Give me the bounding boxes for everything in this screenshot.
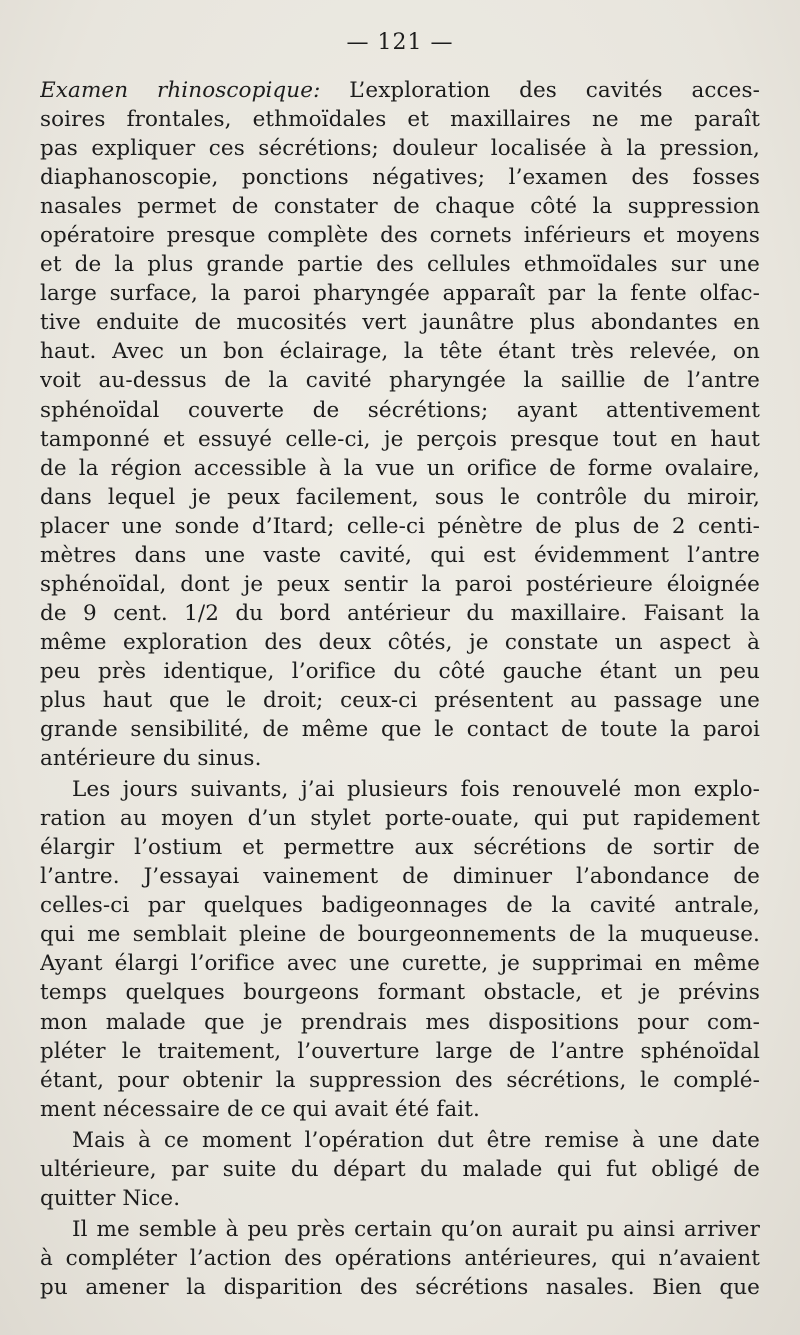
text-line: opératoire presque complète des cornets inférieurs et moyens — [40, 223, 760, 249]
text-line: Il me semble à peu près certain qu’on aurait pu ainsi arriver — [72, 1216, 760, 1242]
text-line: Les jours suivants, j’ai plusieurs fois renouvelé mon explo- — [72, 777, 760, 803]
text-line: placer une sonde d’Itard; celle-ci pénètre de plus de 2 centi- — [40, 513, 760, 539]
text-line: mètres dans une vaste cavité, qui est évidemment l’antre — [40, 542, 760, 568]
text-line: pu amener la disparition des sécrétions nasales. Bien que — [40, 1274, 760, 1300]
text-line — [40, 76, 760, 105]
text-line: de la région accessible à la vue un orifice de forme ovalaire, — [40, 455, 760, 481]
text-line: nasales permet de constater de chaque côté la suppression — [40, 194, 760, 220]
text-line: dans lequel je peux facilement, sous le contrôle du miroir, — [40, 484, 760, 510]
text-line: de 9 cent. 1/2 du bord antérieur du maxillaire. Faisant la — [40, 600, 760, 626]
text-line: quitter Nice. — [40, 1185, 181, 1211]
text-line: plus haut que le droit; ceux-ci présentent au passage une — [40, 687, 760, 713]
text-line: grande sensibilité, de même que le contact de toute la paroi — [40, 717, 760, 743]
page-number: — 121 — — [346, 30, 454, 55]
text-line: peu près identique, l’orifice du côté gauche étant un peu — [40, 658, 760, 684]
text-line: ultérieure, par suite du départ du malade qui fut obligé de — [40, 1156, 760, 1182]
body-text — [40, 76, 760, 1302]
text-line: tive enduite de mucosités vert jaunâtre plus abondantes en — [40, 310, 760, 336]
text-line: et de la plus grande partie des cellules ethmoïdales sur une — [40, 252, 760, 278]
text-line: ment nécessaire de ce qui avait été fait. — [40, 1096, 480, 1122]
paragraph — [40, 76, 760, 773]
text-line: Ayant élargi l’orifice avec une curette, je supprimai en même — [40, 951, 760, 977]
text-line: ration au moyen d’un stylet porte-ouate, qui put rapidement — [40, 806, 760, 832]
text-line: temps quelques bourgeons formant obstacle, et je prévins — [40, 980, 760, 1006]
text-line: tamponné et essuyé celle-ci, je perçois presque tout en haut — [40, 426, 760, 452]
text-line: étant, pour obtenir la suppression des sécrétions, le complé- — [40, 1067, 760, 1093]
text-line: soires frontales, ethmoïdales et maxillaires ne me paraît — [40, 107, 760, 133]
text-line: pas expliquer ces sécrétions; douleur localisée à la pression, — [40, 136, 760, 162]
text-line: sphénoïdal, dont je peux sentir la paroi postérieure éloignée — [40, 571, 760, 597]
section-heading-italic: Examen rhinoscopique: — [40, 78, 321, 103]
text-line: antérieure du sinus. — [40, 746, 262, 772]
text-line: l’antre. J’essayai vainement de diminuer l’abondance de — [40, 864, 760, 890]
text-line: qui me semblait pleine de bourgeonnements de la muqueuse. — [40, 922, 760, 948]
text-line: Mais à ce moment l’opération dut être remise à une date — [72, 1127, 760, 1153]
text-line: même exploration des deux côtés, je constate un aspect à — [40, 629, 760, 655]
paragraph — [40, 1126, 760, 1213]
text-line: élargir l’ostium et permettre aux sécrétions de sortir de — [40, 835, 760, 861]
text-line: sphénoïdal couverte de sécrétions; ayant attentivement — [40, 397, 760, 423]
text-line: large surface, la paroi pharyngée apparaît par la fente olfac- — [40, 281, 760, 307]
paragraph — [40, 775, 760, 1124]
text-line: à compléter l’action des opérations antérieures, qui n’avaient — [40, 1245, 760, 1271]
line-text: L’exploration des cavités acces- — [320, 78, 760, 103]
paragraph — [40, 1215, 760, 1302]
text-line: celles-ci par quelques badigeonnages de la cavité antrale, — [40, 893, 760, 919]
text-line: voit au-dessus de la cavité pharyngée la saillie de l’antre — [40, 368, 760, 394]
text-line: haut. Avec un bon éclairage, la tête étant très relevée, on — [40, 339, 760, 365]
text-line: pléter le traitement, l’ouverture large de l’antre sphénoïdal — [40, 1038, 760, 1064]
paragraph-container — [40, 76, 760, 1302]
text-line: mon malade que je prendrais mes dispositions pour com- — [40, 1009, 760, 1035]
text-line: diaphanoscopie, ponctions négatives; l’examen des fosses — [40, 165, 760, 191]
